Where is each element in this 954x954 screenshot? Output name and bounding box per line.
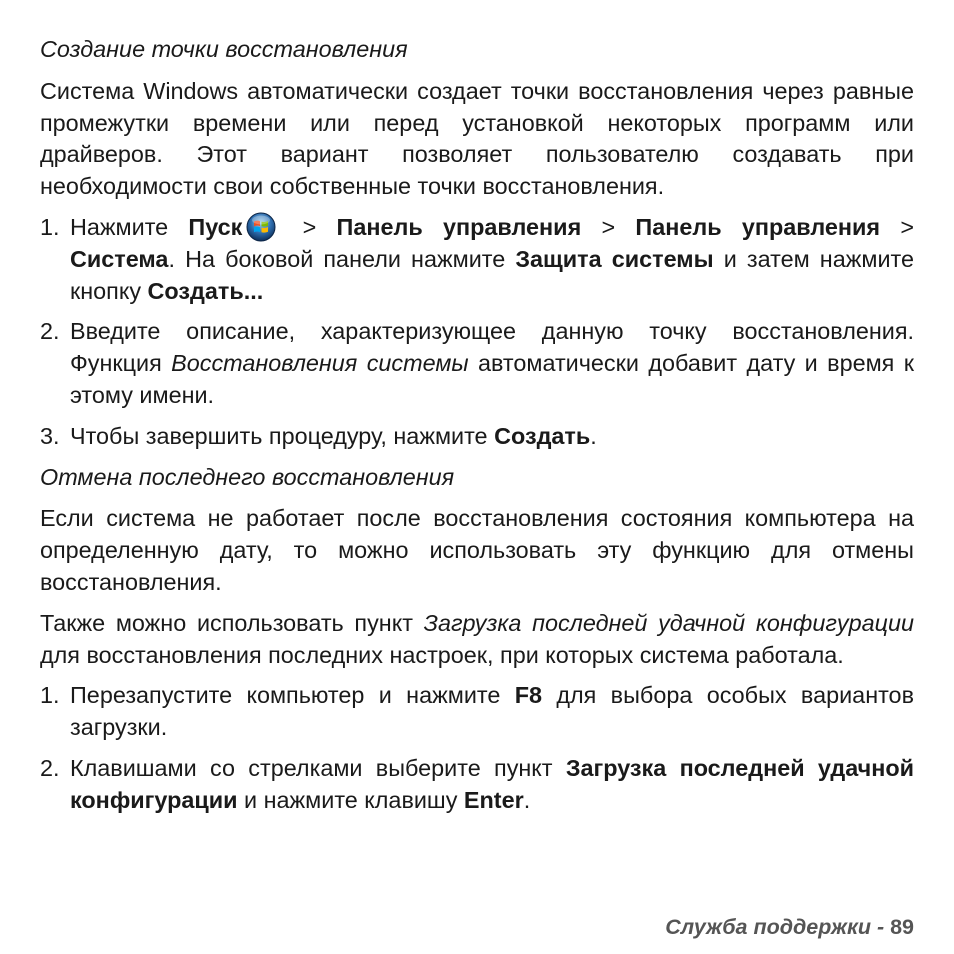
section-heading-create-restore-point: Создание точки восстановления (40, 36, 408, 62)
undo-paragraph: Если система не работает после восстановления состояния компьютера на определенную дату, то можно использовать эту функцию для отмены восстановления. (40, 505, 914, 595)
step-3: 3. Чтобы завершить процедуру, нажмите Создать. (40, 421, 914, 453)
start-label: Пуск (188, 213, 243, 240)
page-footer (665, 915, 914, 940)
control-panel-label: Панель управления (635, 213, 881, 240)
step-number: 1. (40, 213, 60, 240)
system-restore-label: Восстановления системы (171, 350, 469, 377)
step-2: 2. Клавишами со стрелками выберите пункт Загрузка последней удачной конфигурации и нажмите клавишу Enter. (40, 754, 914, 813)
create-restore-point-steps (40, 212, 914, 453)
system-label: Система (70, 245, 169, 272)
create-button-label: Создать... (147, 277, 264, 304)
footer-section-title: Служба поддержки - (665, 915, 891, 939)
step-1: 1. Нажмите Пуск > Панель управления > Панель управления > Система. На боковой панели нажмите Защита системы и затем нажмите кнопку Создать... (40, 213, 914, 304)
step-1: 1. Перезапустите компьютер и нажмите F8 для выбора особых вариантов загрузки. (40, 682, 914, 741)
step-number: 3. (40, 422, 60, 449)
step-number: 2. (40, 754, 60, 781)
step-number: 2. (40, 318, 60, 345)
step-text: Нажмите (70, 213, 189, 240)
section-heading-undo-restore: Отмена последнего восстановления (40, 463, 455, 490)
last-known-good-label: Загрузка последней удачной конфигурации (423, 609, 914, 636)
f8-key-label: F8 (514, 682, 542, 709)
create-label: Создать (494, 422, 591, 449)
step-2: 2. Введите описание, характеризующее данную точку восстановления. Функция Восстановления системы автоматически добавит дату и время к этому имени. (40, 318, 914, 408)
last-known-good-paragraph: Также можно использовать пункт Загрузка последней удачной конфигурации для восстановления последних настроек, при которых система работала. (40, 609, 914, 668)
undo-restore-steps (40, 680, 914, 816)
page-number: 89 (890, 915, 914, 939)
last-known-good-option-label: Загрузка последней удачной конфигурации (70, 754, 914, 813)
control-panel-label: Панель управления (336, 213, 582, 240)
enter-key-label: Enter (463, 786, 524, 813)
intro-paragraph: Система Windows автоматически создает точки восстановления через равные промежутки времени или перед установкой некоторых программ или драйверов. Этот вариант позволяет пользователю создавать при необходимости свои собственные точки восстановления. (40, 77, 914, 200)
step-number: 1. (40, 682, 60, 709)
windows-start-orb-icon (246, 212, 276, 242)
document-page (40, 34, 914, 826)
system-protection-label: Защита системы (515, 245, 714, 272)
